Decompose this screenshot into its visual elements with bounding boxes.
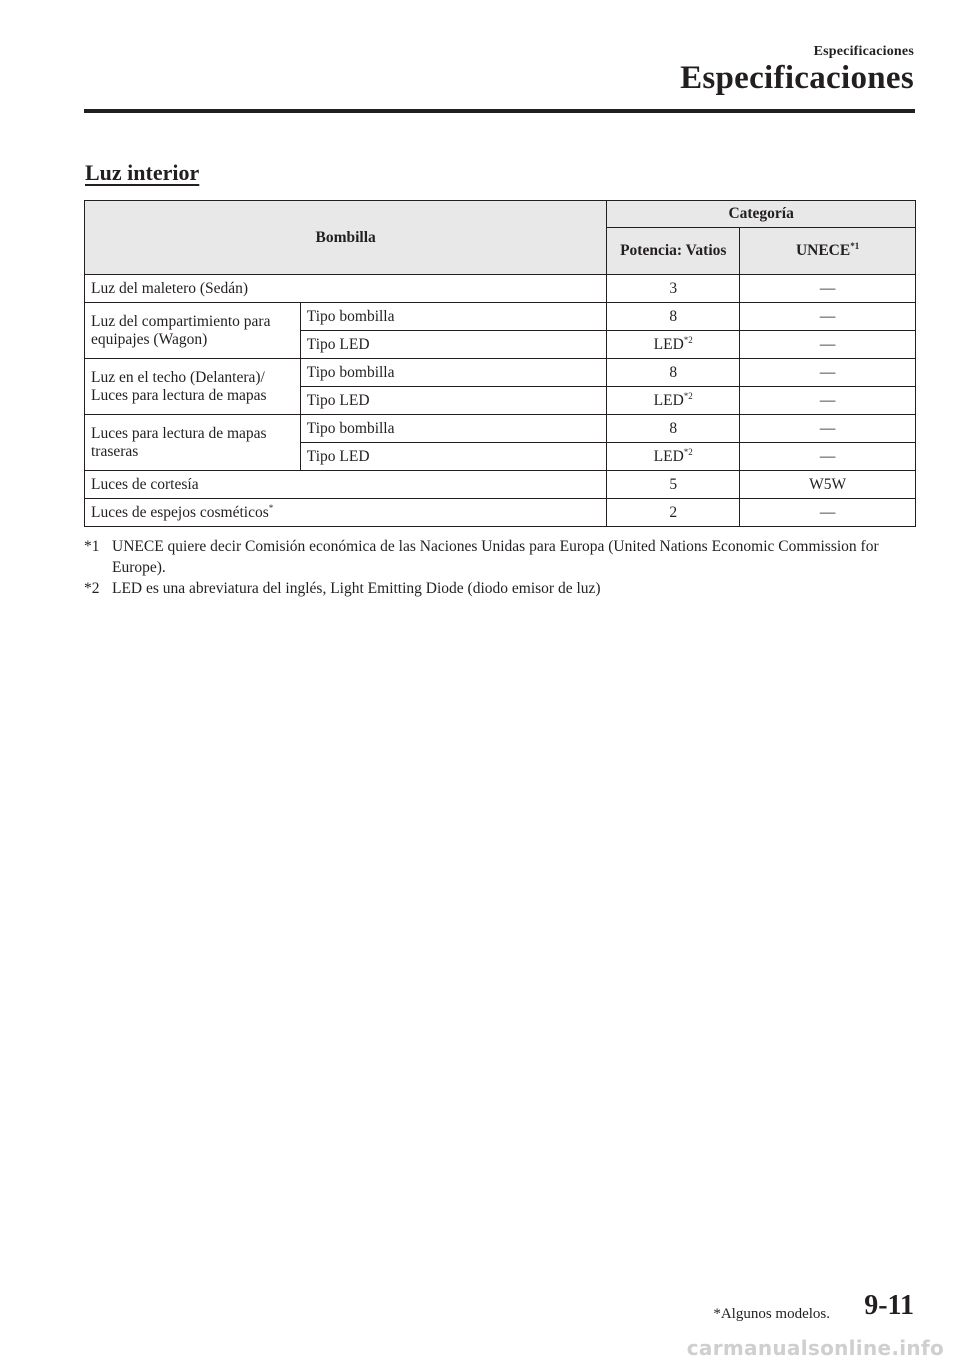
- bulb-name: Luz en el techo (Delantera)/ Luces para lectura de mapas: [85, 359, 301, 415]
- power-value: 8: [607, 359, 740, 387]
- header-power: Potencia: Vatios: [607, 228, 740, 275]
- header-section-title: Especificaciones: [680, 60, 914, 96]
- power-value: 2: [607, 499, 740, 527]
- bulb-type: Tipo bombilla: [300, 303, 607, 331]
- power-value: LED$^{*2}$: [607, 387, 740, 415]
- bulb-name: Luces de espejos cosméticos*: [85, 499, 607, 527]
- bulb-name: Luz del compartimiento para equipajes (Wagon): [85, 303, 301, 359]
- footnote-text: LED es una abreviatura del inglés, Light Emitting Diode (diodo emisor de luz): [112, 580, 601, 597]
- footnote-mark: *2: [84, 580, 100, 597]
- table-row: [85, 415, 916, 443]
- unece-value: —: [740, 387, 916, 415]
- footnote: [84, 536, 916, 578]
- watermark: carmanualsonline.info: [686, 1336, 944, 1360]
- footnotes: [84, 536, 916, 599]
- bulb-type: Tipo bombilla: [300, 359, 607, 387]
- unece-value: —: [740, 359, 916, 387]
- power-value: 5: [607, 471, 740, 499]
- footnote-mark: *: [268, 502, 274, 513]
- footnote-mark: *1: [850, 241, 860, 252]
- power-value: 3: [607, 275, 740, 303]
- spec-table: [84, 200, 916, 527]
- table-row: [85, 359, 916, 387]
- header-category: Categoría: [607, 201, 916, 228]
- unece-value: —: [740, 443, 916, 471]
- footnote: [84, 578, 916, 599]
- footer-note: *Algunos modelos.: [713, 1306, 830, 1322]
- unece-value: W5W: [740, 471, 916, 499]
- bulb-type: Tipo bombilla: [300, 415, 607, 443]
- unece-value: —: [740, 499, 916, 527]
- footnote-mark: *1: [84, 538, 100, 555]
- table-row: [85, 471, 916, 499]
- unece-value: —: [740, 331, 916, 359]
- power-value: LED$^{*2}$: [607, 443, 740, 471]
- bulb-type: Tipo LED: [300, 331, 607, 359]
- bulb-type: Tipo LED: [300, 387, 607, 415]
- header-section-small: Especificaciones: [813, 44, 914, 59]
- bulb-name: Luz del maletero (Sedán): [85, 275, 607, 303]
- page-number: 9-11: [864, 1290, 914, 1321]
- power-value: LED$^{*2}$: [607, 331, 740, 359]
- bulb-type: Tipo LED: [300, 443, 607, 471]
- footnote-text: UNECE quiere decir Comisión económica de las Naciones Unidas para Europa (United Nations Economic Commission for Europe).: [112, 538, 879, 576]
- footnote-mark: *2: [683, 390, 693, 401]
- bulb-name: Luces de cortesía: [85, 471, 607, 499]
- section-title: Luz interior: [85, 160, 200, 185]
- footnote-mark: *2: [683, 446, 693, 457]
- unece-value: —: [740, 415, 916, 443]
- power-value: 8: [607, 303, 740, 331]
- bulb-name: Luces para lectura de mapas traseras: [85, 415, 301, 471]
- header-divider: [84, 109, 915, 113]
- header-bulb: Bombilla: [85, 201, 607, 275]
- unece-value: —: [740, 303, 916, 331]
- table-row: [85, 499, 916, 527]
- unece-value: —: [740, 275, 916, 303]
- footnote-mark: *2: [683, 334, 693, 345]
- power-value: 8: [607, 415, 740, 443]
- table-row: [85, 303, 916, 331]
- header-unece: UNECE$^{*1}$: [740, 228, 916, 275]
- table-row: [85, 275, 916, 303]
